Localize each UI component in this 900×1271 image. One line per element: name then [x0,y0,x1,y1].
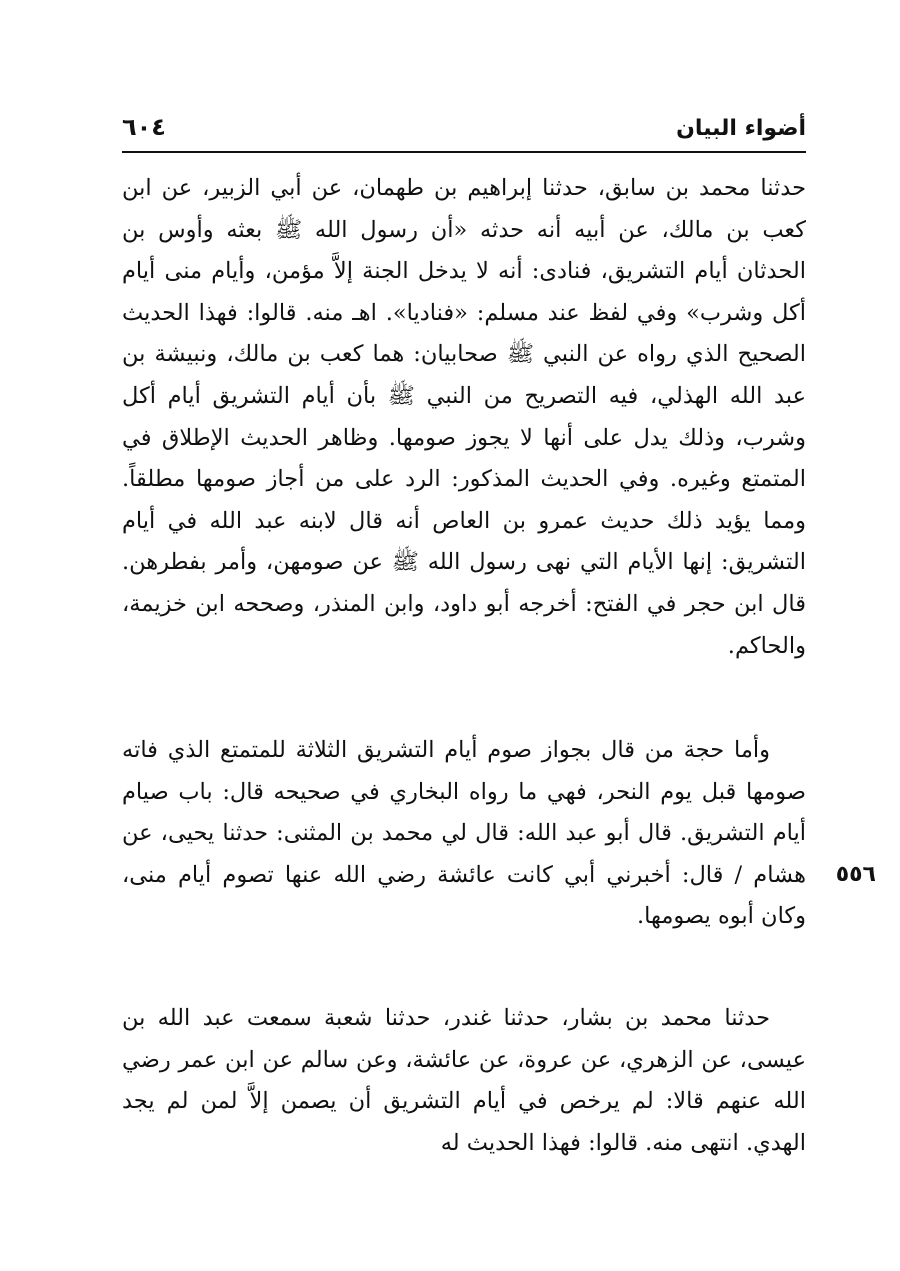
margin-page-marker: ٥٥٦ [835,862,876,887]
paragraph [122,730,806,938]
paragraph-text: وأما حجة من قال بجواز صوم أيام التشريق الثلاثة للمتمتع الذي فاته صومها قبل يوم النحر، فهي ما رواه البخاري في صحيحه قال: باب صيام أيام التشريق. قال أبو عبد الله: قال لي محمد بن المثنى: حدثنا يحيى، عن هشام / قال: أخبرني أبي كانت عائشة رضي الله عنها تصوم أيام منى، وكان أبوه يصومها. [122,737,806,930]
page-number: ٦٠٤ [122,113,166,141]
paragraph [122,998,806,1164]
paragraph [122,168,806,667]
running-header [122,112,806,152]
paragraph-text: حدثنا محمد بن بشار، حدثنا غندر، حدثنا شعبة سمعت عبد الله بن عيسى، عن الزهري، عن عروة، عن عائشة، وعن سالم عن ابن عمر رضي الله عنهم قالا: لم يرخص في أيام التشريق أن يصمن إلاَّ لمن لم يجد الهدي. انتهى منه. قالوا: فهذا الحديث له [122,1005,806,1156]
header-divider [122,151,806,153]
paragraph-text: حدثنا محمد بن سابق، حدثنا إبراهيم بن طهمان، عن أبي الزبير، عن ابن كعب بن مالك، عن أبيه أنه حدثه «أن رسول الله ﷺ بعثه وأوس بن الحدثان أيام التشريق، فنادى: أنه لا يدخل الجنة إلاَّ مؤمن، وأيام منى أيام أكل وشرب» وفي لفظ عند مسلم: «فناديا». اهـ منه. قالوا: فهذا الحديث الصحيح الذي رواه عن النبي ﷺ صحابيان: هما كعب بن مالك، ونبيشة بن عبد الله الهذلي، فيه التصريح من النبي ﷺ بأن أيام التشريق أيام أكل وشرب، وذلك يدل على أنها لا يجوز صومها. وظاهر الحديث الإطلاق في المتمتع وغيره. وفي الحديث المذكور: الرد على من أجاز صومها مطلقاً. ومما يؤيد ذلك حديث عمرو بن العاص أنه قال لابنه عبد الله في أيام التشريق: إنها الأيام التي نهى رسول الله ﷺ عن صومهن، وأمر بفطرهن. قال ابن حجر في الفتح: أخرجه أبو داود، وابن المنذر، وصححه ابن خزيمة، والحاكم. [122,175,806,659]
book-title: أضواء البيان [676,116,806,141]
